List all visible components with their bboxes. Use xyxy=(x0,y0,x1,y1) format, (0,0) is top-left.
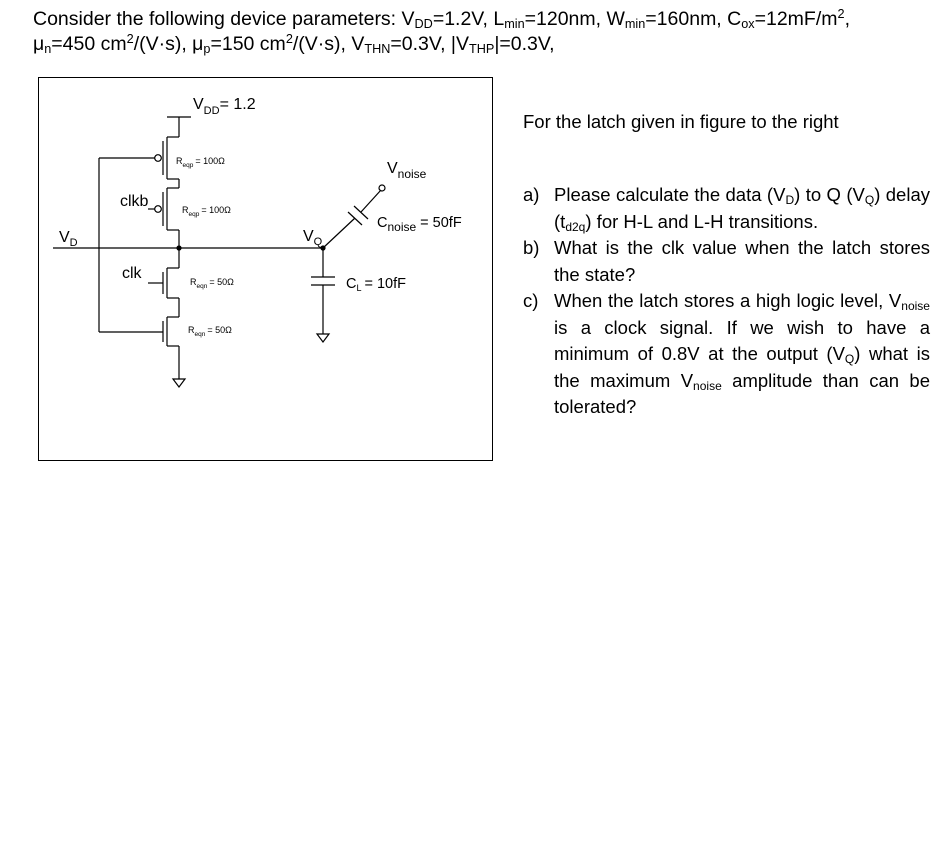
node-dot-left xyxy=(176,245,181,250)
cnoise-lower-wire xyxy=(323,218,355,248)
clkb-label: clkb xyxy=(120,193,149,210)
question-list xyxy=(523,182,930,421)
vnoise-terminal xyxy=(379,185,385,191)
reqp1-label: $R_{eqp} = 100\Omega$ xyxy=(176,156,225,169)
question-b: b) What is the clk value when the latch stores the state? xyxy=(523,237,930,285)
device-parameters xyxy=(33,7,943,57)
latch-circuit-figure xyxy=(38,77,493,461)
vdd-label: $V_{DD}= 1.2$ xyxy=(193,96,256,117)
question-c-label: c) xyxy=(523,290,539,311)
vq-label: $V_Q$ xyxy=(303,228,323,248)
clk-label: clk xyxy=(122,265,142,282)
intro-text: For the latch given in figure to the right xyxy=(523,111,839,132)
pmos2-gate-bubble xyxy=(155,206,162,213)
vd-label: $V_D$ xyxy=(59,229,78,249)
reqn1-label: $R_{eqn} = 50\Omega$ xyxy=(190,277,234,290)
cnoise-plate-2 xyxy=(354,206,368,219)
cl-ground xyxy=(317,334,329,342)
nmos-ground xyxy=(173,379,185,387)
latch-schematic xyxy=(39,78,494,462)
parameters-line-1: Consider the following device parameters: $V_{DD}=1.2V$, $L_{min}=120nm$, $W_{min}=160nm$, $C_{ox}=12mF/m^2$, xyxy=(33,7,850,32)
parameters-line-2: $\mu_n=450$ $cm^2/(V\cdot s)$, $\mu_p=150$ $cm^2/(V\cdot s)$, $V_{THN}=0.3V$, $|V_{THP}|=0.3V$, xyxy=(33,32,555,57)
question-c: c) When the latch stores a high logic level, $V_{noise}$ is a clock signal. If we wish to have a minimum of 0.8V at the output $(V_Q)$ what is the maximum $V_{noise}$ amplitude than can be tolerated? xyxy=(523,290,930,417)
reqn2-label: $R_{eqn} = 50\Omega$ xyxy=(188,325,232,338)
cl-label: $C_L = 10fF$ xyxy=(346,276,407,293)
cnoise-label: $C_{noise} = 50fF$ xyxy=(377,215,462,234)
reqp2-label: $R_{eqp} = 100\Omega$ xyxy=(182,205,231,218)
question-a-label: a) xyxy=(523,184,540,205)
pmos1-gate-bubble xyxy=(155,155,162,162)
vnoise-label: $V_{noise}$ xyxy=(387,160,427,181)
cnoise-upper-wire xyxy=(361,190,381,212)
question-a: a) Please calculate the data $(V_D)$ to Q $(V_Q)$ delay $(t_{d2q})$ for H-L and L-H transitions. xyxy=(523,184,930,234)
question-b-label: b) xyxy=(523,237,540,258)
